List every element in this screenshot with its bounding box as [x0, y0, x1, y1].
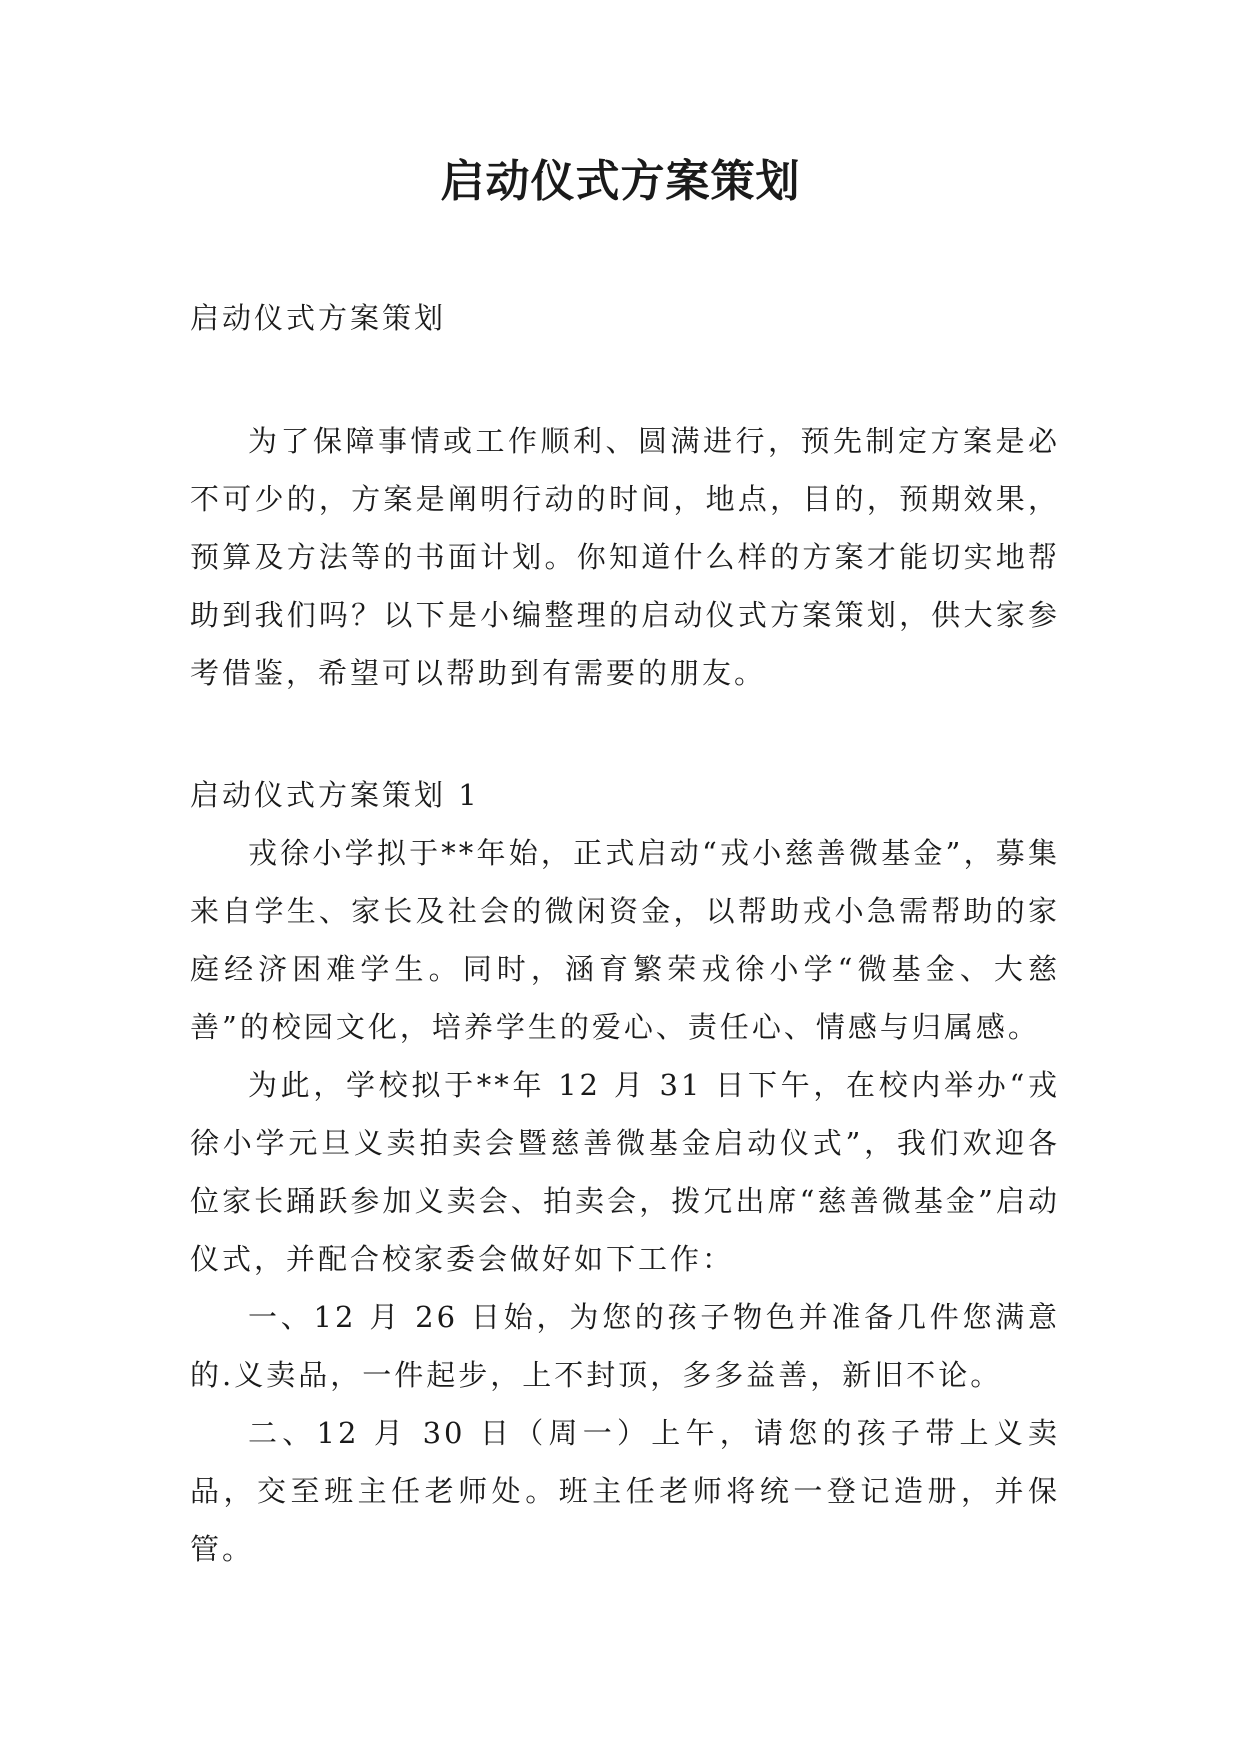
document-subtitle: 启动仪式方案策划	[190, 301, 447, 335]
body-paragraph-3: 一、12 月 26 日始，为您的孩子物色并准备几件您满意的.义卖品，一件起步，上不封顶，多多益善，新旧不论。	[190, 1300, 1060, 1392]
intro-paragraph: 为了保障事情或工作顺利、圆满进行，预先制定方案是必不可少的，方案是阐明行动的时间，地点，目的，预期效果，预算及方法等的书面计划。你知道什么样的方案才能切实地帮助到我们吗？以下是小编整理的启动仪式方案策划，供大家参考借鉴，希望可以帮助到有需要的朋友。	[190, 424, 1060, 690]
spacer	[190, 348, 1060, 412]
section-heading: 启动仪式方案策划 1	[190, 778, 480, 812]
body-paragraph-4: 二、12 月 30 日（周一）上午，请您的孩子带上义卖品，交至班主任老师处。班主任老师将统一登记造册，并保管。	[190, 1416, 1060, 1566]
document-body	[190, 288, 1060, 1578]
body-paragraph-1: 戎徐小学拟于**年始，正式启动“戎小慈善微基金”，募集来自学生、家长及社会的微闲资金，以帮助戎小急需帮助的家庭经济困难学生。同时，涵育繁荣戎徐小学“微基金、大慈善”的校园文化，培养学生的爱心、责任心、情感与归属感。	[190, 836, 1060, 1044]
body-paragraph-2: 为此，学校拟于**年 12 月 31 日下午，在校内举办“戎徐小学元旦义卖拍卖会暨慈善微基金启动仪式”，我们欢迎各位家长踊跃参加义卖会、拍卖会，拨冗出席“慈善微基金”启动仪式，并配合校家委会做好如下工作：	[190, 1068, 1060, 1276]
document-title: 启动仪式方案策划	[440, 156, 801, 207]
spacer	[190, 702, 1060, 766]
